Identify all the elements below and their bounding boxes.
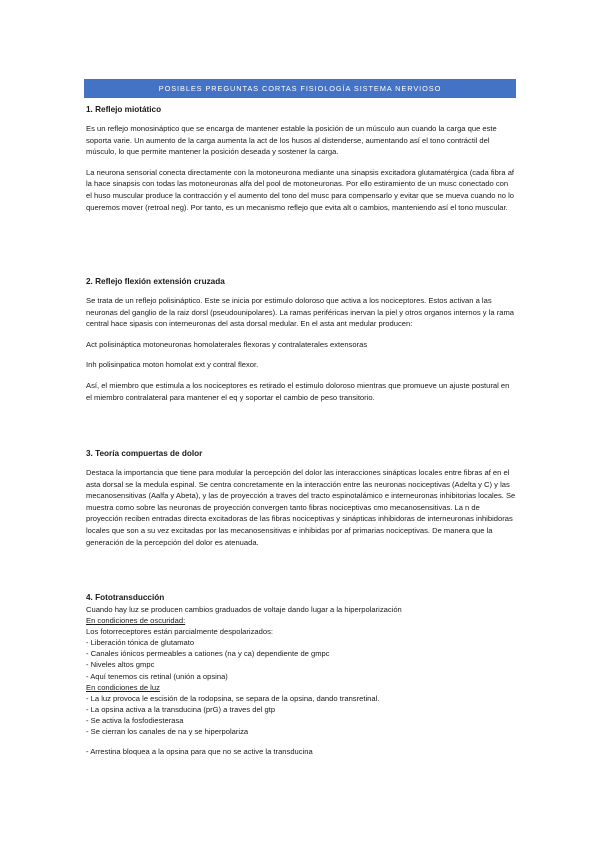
paragraph: Act polisináptica motoneuronas homolaterales flexoras y contralaterales extensoras (86, 339, 368, 349)
paragraph: La neurona sensorial conecta directamente con la motoneurona mediante una sinapsis excitadora glutamatérgica (cada fibra af la hace sinapsis con todas las motoneuronas alfa del pool de motoneuronas. Por ello estiramiento de un musc conectado con el huso muscular produce la contracción y el aumento del tono del musc para compensarlo y evitar que se mueva cuando no lo queremos mover (retroal neg). Por tanto, es un mecanismo reflejo que evita alt o cambios, manteniendo así el tono muscular. (86, 167, 515, 212)
list-item: - La opsina activa a la transducina (prG) a traves del gtp (86, 704, 276, 714)
section-fototransduccion (86, 592, 516, 757)
list-item: - Arrestina bloquea a la opsina para que no se active la transducina (86, 747, 313, 757)
list-item: - Se cierran los canales de na y se hiperpolariza (86, 727, 249, 737)
page-title: POSIBLES PREGUNTAS CORTAS FISIOLOGÍA SISTEMA NERVIOSO (158, 84, 442, 93)
section-reflejo-flexion (86, 276, 516, 412)
paragraph: Así, el miembro que estimula a los nociceptores es retirado el estimulo doloroso mientras que promueve un ajuste postural en el miembro contralateral para mantener el eq y soportar el cambio de peso transitorio. (86, 380, 510, 402)
section-heading: 2. Reflejo flexión extensión cruzada (86, 277, 225, 286)
list-item: - Liberación tónica de glutamato (86, 638, 195, 648)
list-item: - La luz provoca le escisión de la rodopsina, se separa de la opsina, dando transretinal. (86, 693, 380, 703)
list-item: - Aquí tenemos cis retinal (unión a opsina) (86, 671, 228, 681)
paragraph: Cuando hay luz se producen cambios graduados de voltaje dando lugar a la hiperpolarización (86, 605, 402, 614)
paragraph: Es un reflejo monosináptico que se encarga de mantener estable la posición de un músculo aun cuando la carga que este soporta varie. Un aumento de la carga aumenta la act de los husos al distenderse, aumentando así el tono contráctil del músculo, lo que permite mantener la posición deseada y sostener la carga. (86, 124, 497, 157)
section-heading: 1. Reflejo miotático (86, 105, 162, 114)
title-banner (84, 79, 516, 98)
subheading-light: En condiciones de luz (86, 682, 160, 692)
paragraph: Se trata de un reflejo polisináptico. Este se inicia por estimulo doloroso que activa a los nociceptores. Estos activan a las neuronas del ganglio de la raiz dorsl (pseudounipolares). La ramas periféricas inervan la piel y otros organos internos y la rama central hace sipasis con interneuronas del asta dorsal medular. En el asta ant medular producen: (86, 296, 515, 329)
section-heading: 3. Teoría compuertas de dolor (86, 449, 203, 458)
list-item: - Canales iónicos permeables a cationes (na y ca) dependiente de gmpc (86, 649, 330, 659)
section-heading: 4. Fototransducción (86, 593, 165, 602)
section-teoria-compuertas (86, 448, 516, 557)
list-item: - Niveles altos gmpc (86, 660, 155, 670)
list-item: - Se activa la fosfodiesterasa (86, 715, 184, 725)
paragraph: Destaca la importancia que tiene para modular la percepción del dolor las interacciones sinápticas locales entre fibras af en el asta dorsal se la medula espinal. Se centra concretamente en la interacción entre las neuronas nociceptivas (Adelta y C) y las mecanosensitivas (Aalfa y Abeta), y las de proyección a traves del tracto espinotalámico e interneuronas inhibitorias locales. Se muestra como sobre las neuronas de proyección convergen tanto fibras nociceptivas cmo mecanosensitivas. La n de proyección reciben entradas directa excitadoras de las fibras nociceptivas y sinápticas inhibidoras de interneuronas inhibidoras locales que son a su vez excitadas por las mecanosensitivas e inhibidas por af primarias nociceptivas. De manera que la generación de la percepción del dolor es atenuada. (86, 468, 516, 547)
section-reflejo-miotatico (86, 104, 516, 222)
paragraph: Inh polisinpatica moton homolat ext y contral flexor. (86, 360, 259, 370)
paragraph: Los fotorreceptores están parcialmente despolarizados: (86, 627, 273, 637)
subheading-dark: En condiciones de oscuridad: (86, 616, 186, 626)
